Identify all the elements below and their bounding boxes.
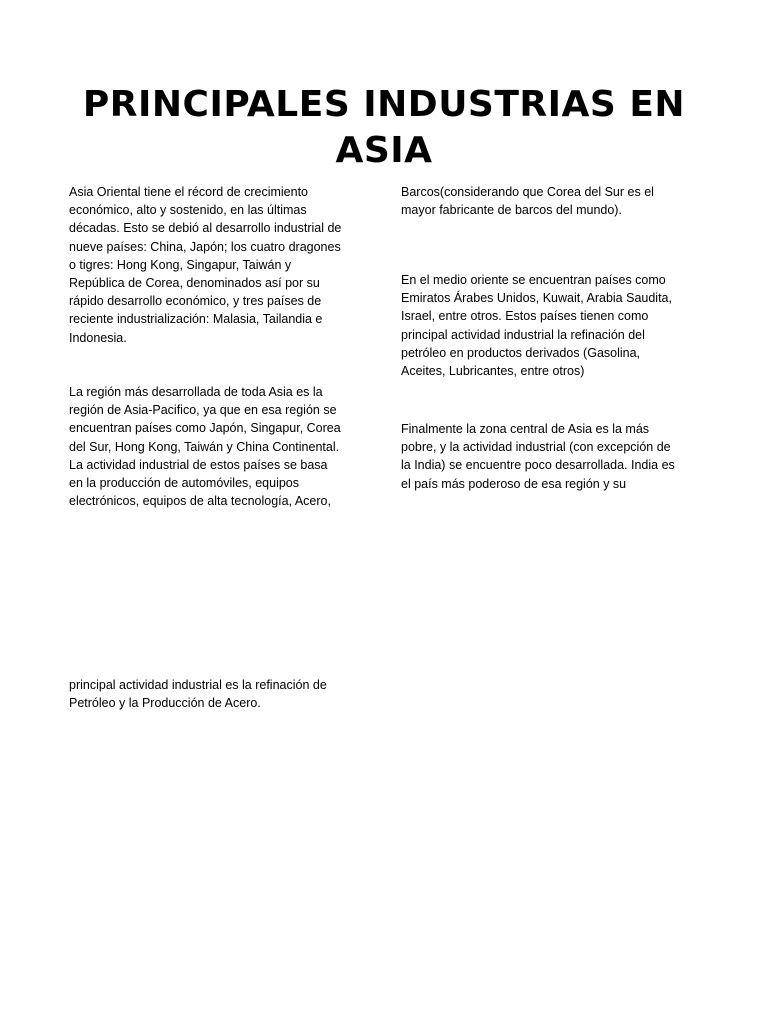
paragraph-continuation-refinacion: principal actividad industrial es la refinación de Petróleo y la Producción de Acero.: [69, 678, 327, 711]
page-title: PRINCIPALES INDUSTRIAS EN ASIA: [82, 84, 686, 171]
paragraph-asia-oriental: Asia Oriental tiene el récord de crecimiento económico, alto y sostenido, en las últimas décadas. Esto se debió al desarrollo industrial de nueve países: China, Japón; los cuatro dragones o tigres: Hong Kong, Singapur, Taiwán y República de Corea, denominados así por su rápido desarrollo económico, y tres países de reciente industrialización: Malasia, Tailandia e Indonesia.: [69, 185, 342, 345]
paragraph-zona-central: Finalmente la zona central de Asia es la más pobre, y la actividad industrial (con excepción de la India) se encuentre poco desarrollada. India es el país más poderoso de esa región y su: [401, 422, 675, 491]
paragraph-medio-oriente: En el medio oriente se encuentran países como Emiratos Árabes Unidos, Kuwait, Arabia Saudita, Israel, entre otros. Estos países tienen como principal actividad industrial la refinación del petróleo en productos derivados (Gasolina, Aceites, Lubricantes, entre otros): [401, 273, 672, 379]
paragraph-barcos: Barcos(considerando que Corea del Sur es el mayor fabricante de barcos del mundo).: [401, 185, 654, 218]
paragraph-asia-pacifico: La región más desarrollada de toda Asia es la región de Asia-Pacifico, ya que en esa región se encuentran países como Japón, Singapur, Corea del Sur, Hong Kong, Taiwán y China Continental. La actividad industrial de estos países se basa en la producción de automóviles, equipos electrónicos, equipos de alta tecnología, Acero,: [69, 385, 341, 509]
